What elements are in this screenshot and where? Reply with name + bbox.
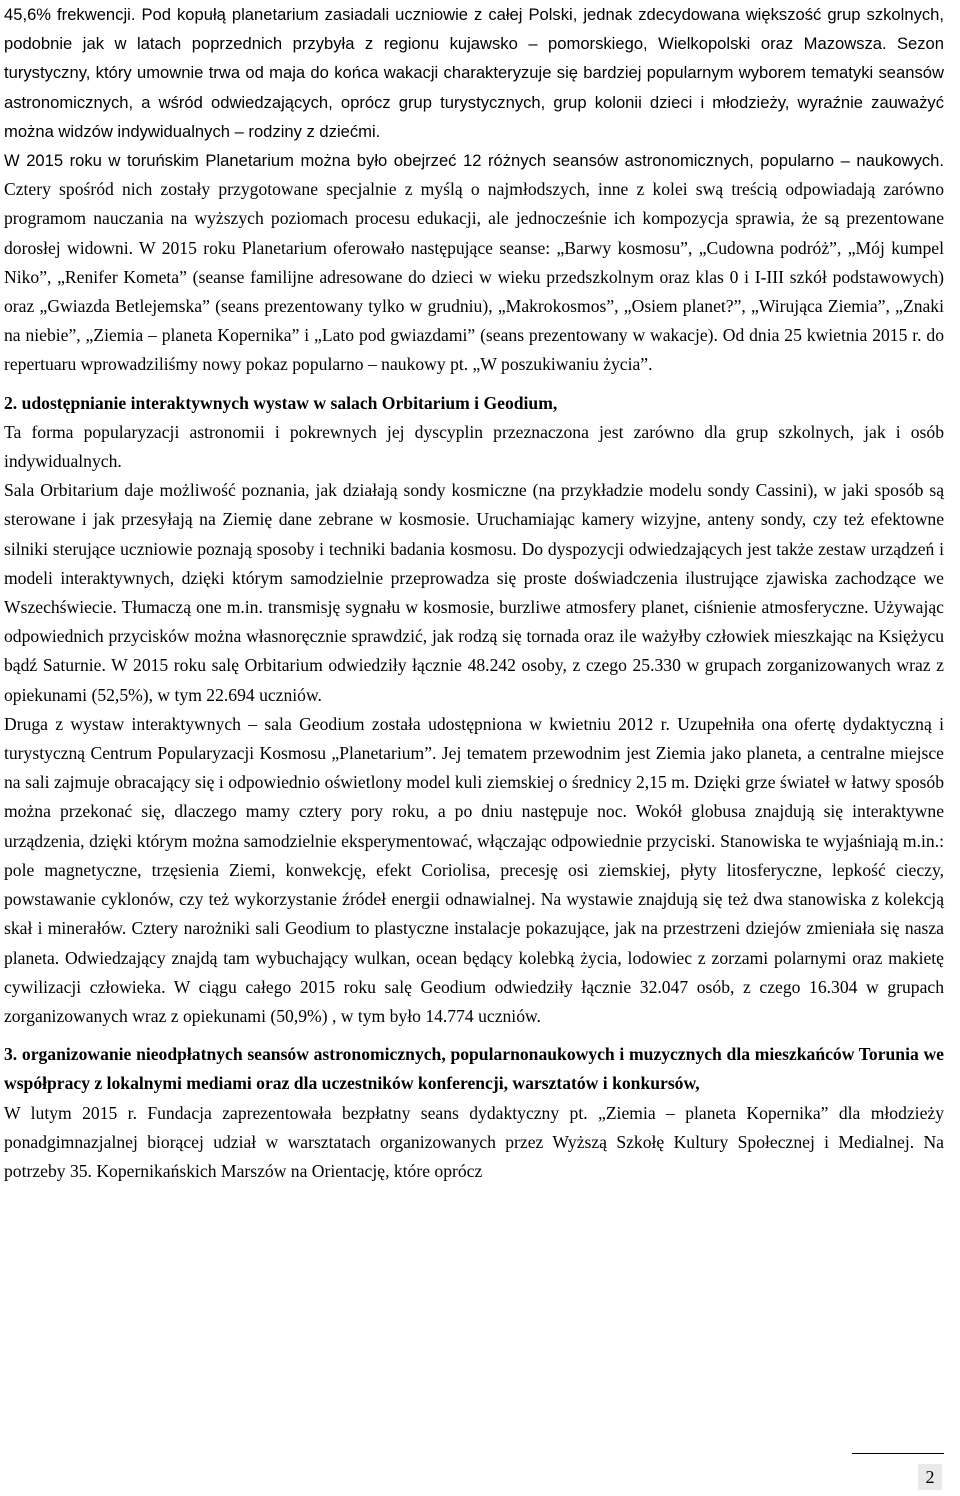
paragraph-intro-wystawy: Ta forma popularyzacji astronomii i pokrewnych jej dyscyplin przeznaczona jest zarówno dla grup szkolnych, jak i osób indywidualnych. xyxy=(4,421,944,472)
section-heading-3: 3. organizowanie nieodpłatnych seansów astronomicznych, popularnonaukowych i muzycznych dla mieszkańców Torunia we współpracy z lokalnymi mediami oraz dla uczestników konferencji, warsztatów i konkursów, xyxy=(4,1044,944,1094)
paragraph-text: 45,6% frekwencji. Pod kopułą planetarium zasiadali uczniowie z całej Polski, jednak zdecydowana większość grup szkolnych, podobnie jak w latach poprzednich przybyła z regionu kujawsko – pomorskiego, Wielkopolski oraz Mazowsza. xyxy=(4,5,944,54)
paragraph-text: Cztery spośród nich zostały przygotowane specjalnie z myślą o najmłodszych, inne z kolei swą treścią odpowiadają zarówno programom nauczania na wyższych poziomach procesu edukacji, ale jednocześnie ich kompozycja sprawia, że są prezentowane dorosłej widowni. W 2015 roku Planetarium oferowało następujące seanse: „Barwy kosmosu”, „Cudowna podróż”, „Mój kumpel Niko”, „Renifer Kometa” (seanse familijne adresowane do dzieci w wieku przedszkolnym oraz klas 0 i I-III szkół podstawowych) oraz „Gwiazda Betlejemska” (seans prezentowany tylko w grudniu), „Makrokosmos”, „Osiem planet?”, „Wirująca Ziemia”, „Znaki na niebie”, „Ziemia – planeta Kopernika” i „Lato pod gwiazdami” (seans prezentowany w wakacje). Od dnia 25 kwietnia 2015 r. do repertuaru wprowadziliśmy nowy pokaz popularno – naukowy pt. „W poszukiwaniu życia”. xyxy=(4,179,944,375)
paragraph-frekwencja xyxy=(4,0,944,146)
spacer xyxy=(4,380,944,389)
paragraph-orbitarium: Sala Orbitarium daje możliwość poznania, jak działają sondy kosmiczne (na przykładzie modelu sondy Cassini), w jaki sposób są sterowane i jak przesyłają na Ziemię dane zebrane w kosmosie. Uruchamiając kamery wizyjne, anteny sondy, czy też efektowne silniki sterujące uczniowie poznają sposoby i techniki badania kosmosu. Do dyspozycji odwiedzających jest także zestaw urządzeń i modeli interaktywnych, dzięki którym samodzielnie przeprowadza się proste doświadczenia ilustrujące zjawiska zachodzące we Wszechświecie. Tłumaczą one m.in. transmisję sygnału w kosmosie, burzliwe atmosfery planet, ciśnienie atmosferyczne. Używając odpowiednich przycisków można własnoręcznie sprawdzić, jak rodzą się tornada oraz ile ważyłby człowiek mieszkając na Księżycu bądź Saturnie. W 2015 roku salę Orbitarium odwiedziły łącznie 48.242 osoby, z czego 25.330 w grupach zorganizowanych wraz z opiekunami (52,5%), w tym 22.694 uczniów. xyxy=(4,480,944,705)
section-heading-2: 2. udostępnianie interaktywnych wystaw w salach Orbitarium i Geodium, xyxy=(4,392,558,413)
paragraph-text: W 2015 roku w toruńskim Planetarium można było obejrzeć 12 różnych seansów astronomicznych, popularno – naukowych. xyxy=(4,151,944,171)
paragraph-seanse xyxy=(4,146,944,380)
footer-divider xyxy=(852,1453,944,1454)
spacer xyxy=(4,1031,944,1040)
paragraph-text: Sezon turystyczny, który umownie trwa od maja do końca wakacji charakteryzuje się bardziej popularnym wyborem tematyki seansów astronomicznych, a wśród odwiedzających, oprócz grup turystycznych, grup kolonii dzieci i młodzieży, wyraźnie zauważyć można widzów indywidualnych – rodziny z dziećmi. xyxy=(4,34,944,141)
paragraph-seanse-nieodplatne: W lutym 2015 r. Fundacja zaprezentowała bezpłatny seans dydaktyczny pt. „Ziemia – planeta Kopernika” dla młodzieży ponadgimnazjalnej biorącej udział w warsztatach organizowanych przez Wyższą Szkołę Kultury Społecznej i Medialnej. Na potrzeby 35. Kopernikańskich Marszów na Orientację, które oprócz xyxy=(4,1102,944,1181)
paragraph-geodium: Druga z wystaw interaktywnych – sala Geodium została udostępniona w kwietniu 2012 r. Uzupełniła ona ofertę dydaktyczną i turystyczną Centrum Popularyzacji Kosmosu „Planetarium”. Jej tematem przewodnim jest Ziemia jako planeta, a centralne miejsce na sali zajmuje obracający się i odpowiednio oświetlony model kuli ziemskiej o średnicy 2,15 m. Dzięki grze świateł w łatwy sposób można przekonać się, dlaczego mamy cztery pory roku, a po dniu następuje noc. Wokół globusa znajdują się interaktywne urządzenia, dzięki którym można samodzielnie eksperymentować, włączając odpowiednie przyciski. Stanowiska te wyjaśniają m.in.: pole magnetyczne, trzęsienia Ziemi, konwekcję, efekt Coriolisa, precesję osi ziemskiej, płyty litosferyczne, lepkość cieczy, powstawanie cyklonów, czy też wykorzystanie źródeł energii odnawialnej. Na wystawie znajdują się też dwa stanowiska z kolekcją skał i minerałów. Cztery narożniki sali Geodium to plastyczne instalacje pokazujące, jak na przestrzeni dziejów zmieniała się nasza planeta. Odwiedzający znajdą tam wybuchający wulkan, ocean będący kolebką życia, lodowiec z zorzami polarnymi oraz makietę cywilizacji człowieka. W ciągu całego 2015 roku salę Geodium odwiedziły łącznie 32.047 osób, z czego 16.304 w grupach zorganizowanych wraz z opiekunami (50,9%) , w tym było 14.774 uczniów. xyxy=(4,713,944,1026)
page-number: 2 xyxy=(918,1464,942,1490)
